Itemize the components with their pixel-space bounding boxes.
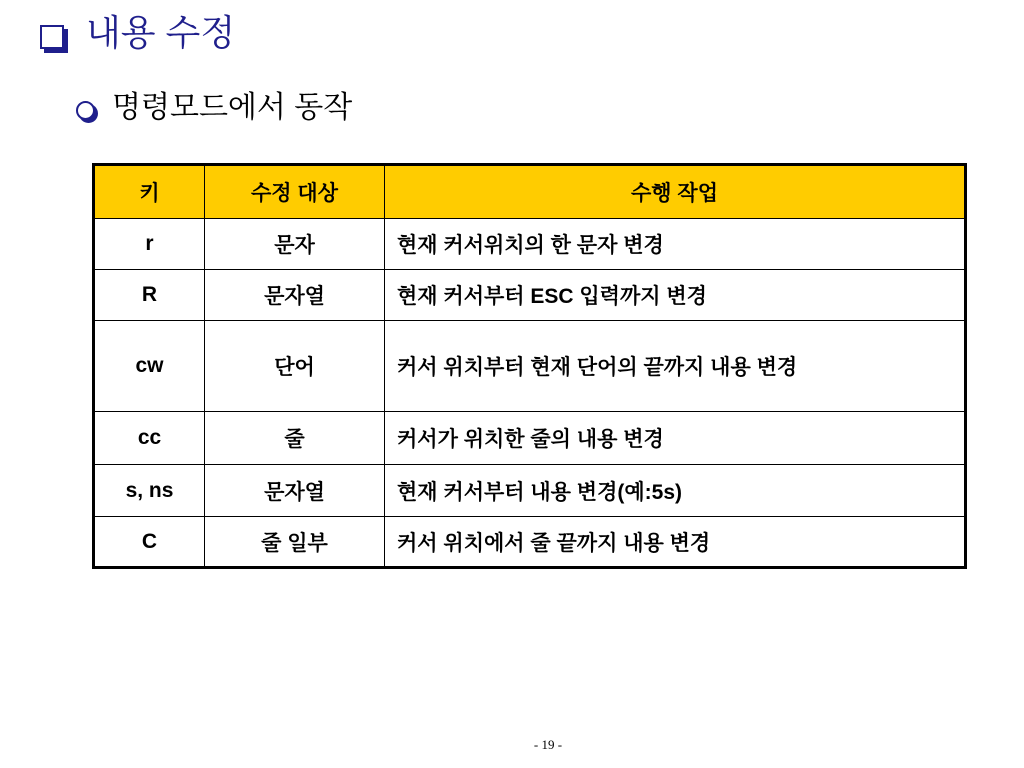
table-row (94, 465, 966, 517)
header-key: 키 (94, 165, 205, 219)
cell-key: s, ns (94, 465, 205, 517)
header-action: 수행 작업 (385, 165, 966, 219)
cell-action: 커서 위치부터 현재 단어의 끝까지 내용 변경 (385, 321, 966, 412)
cell-action: 커서 위치에서 줄 끝까지 내용 변경 (385, 517, 966, 568)
cell-key: cc (94, 412, 205, 465)
square-bullet-icon (40, 25, 64, 49)
table-row (94, 270, 966, 321)
page-number: - 19 - (533, 737, 563, 752)
circle-bullet-icon (76, 101, 95, 120)
cell-key: cw (94, 321, 205, 412)
cell-action: 현재 커서부터 ESC 입력까지 변경 (385, 270, 966, 321)
cell-target: 문자열 (205, 270, 385, 321)
cell-key: R (94, 270, 205, 321)
header-target: 수정 대상 (205, 165, 385, 219)
cell-target: 줄 (205, 412, 385, 465)
cell-action: 현재 커서위치의 한 문자 변경 (385, 219, 966, 270)
slide-subtitle: 명령모드에서 동작 (112, 91, 353, 124)
table-row (94, 219, 966, 270)
table-row (94, 321, 966, 412)
cell-key: C (94, 517, 205, 568)
cell-target: 문자열 (205, 465, 385, 517)
table-row (94, 412, 966, 465)
cell-action: 현재 커서부터 내용 변경(예:5s) (385, 465, 966, 517)
cell-key: r (94, 219, 205, 270)
cell-target: 단어 (205, 321, 385, 412)
slide-title: 내용 수정 (86, 12, 236, 53)
table-header-row (94, 165, 966, 219)
table-row (94, 517, 966, 568)
cell-target: 줄 일부 (205, 517, 385, 568)
cell-action: 커서가 위치한 줄의 내용 변경 (385, 412, 966, 465)
edit-commands-table (92, 163, 967, 569)
cell-target: 문자 (205, 219, 385, 270)
